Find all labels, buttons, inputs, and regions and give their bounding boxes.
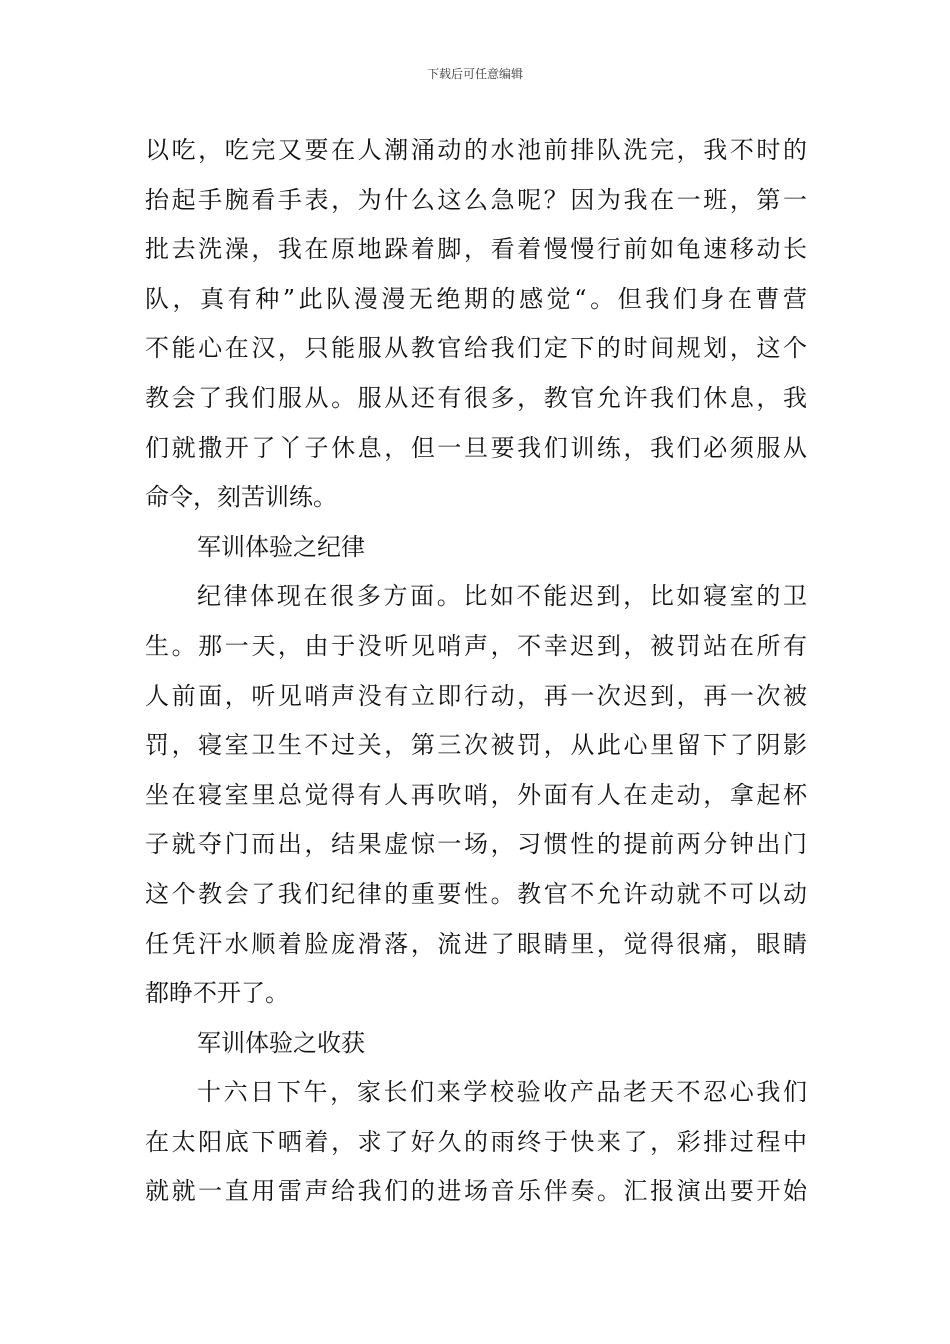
text-line: 人前面，听见哨声没有立即行动，再一次迟到，再一次被 [145,681,807,710]
paragraph-first-line: 纪律体现在很多方面。比如不能迟到，比如寝室的卫 [197,582,807,611]
text-line: 不能心在汉，只能服从教官给我们定下的时间规划，这个 [145,334,807,363]
text-line: 生。那一天，由于没听见哨声，不幸迟到，被罚站在所有 [145,631,807,660]
page-header: 下载后可任意编辑 [426,67,523,81]
text-line: 这个教会了我们纪律的重要性。教官不允许动就不可以动 [145,879,807,908]
text-line: 命令，刻苦训练。 [145,483,337,512]
text-line: 都睁不开了。 [145,979,289,1008]
paragraph-first-line: 十六日下午，家长们来学校验收产品老天不忍心我们 [197,1078,807,1107]
text-line: 罚，寝室卫生不过关，第三次被罚，从此心里留下了阴影 [145,731,807,760]
text-line: 在太阳底下晒着，求了好久的雨终于快来了，彩排过程中 [145,1127,807,1156]
text-line: 子就夺门而出，结果虚惊一场，习惯性的提前两分钟出门 [145,830,807,859]
text-line: 教会了我们服从。服从还有很多，教官允许我们休息，我 [145,383,807,412]
section-heading-discipline: 军训体验之纪律 [197,532,365,561]
text-line: 任凭汗水顺着脸庞滑落，流进了眼睛里，觉得很痛，眼睛 [145,929,807,958]
text-line: 就就一直用雷声给我们的进场音乐伴奏。汇报演出要开始 [145,1177,807,1206]
text-line: 队，真有种”此队漫漫无绝期的感觉“。但我们身在曹营 [145,284,807,313]
text-line: 抬起手腕看手表，为什么这么急呢？因为我在一班，第一 [145,185,807,214]
text-line: 以吃，吃完又要在人潮涌动的水池前排队洗完，我不时的 [145,136,807,164]
text-line: 批去洗澡，我在原地跺着脚，看着慢慢行前如龟速移动长 [145,235,807,264]
text-line: 坐在寝室里总觉得有人再吹哨，外面有人在走动，拿起杯 [145,780,807,809]
section-heading-harvest: 军训体验之收获 [197,1028,365,1057]
document-body [145,126,807,1217]
text-line: 们就撒开了丫子休息，但一旦要我们训练，我们必须服从 [145,433,807,462]
